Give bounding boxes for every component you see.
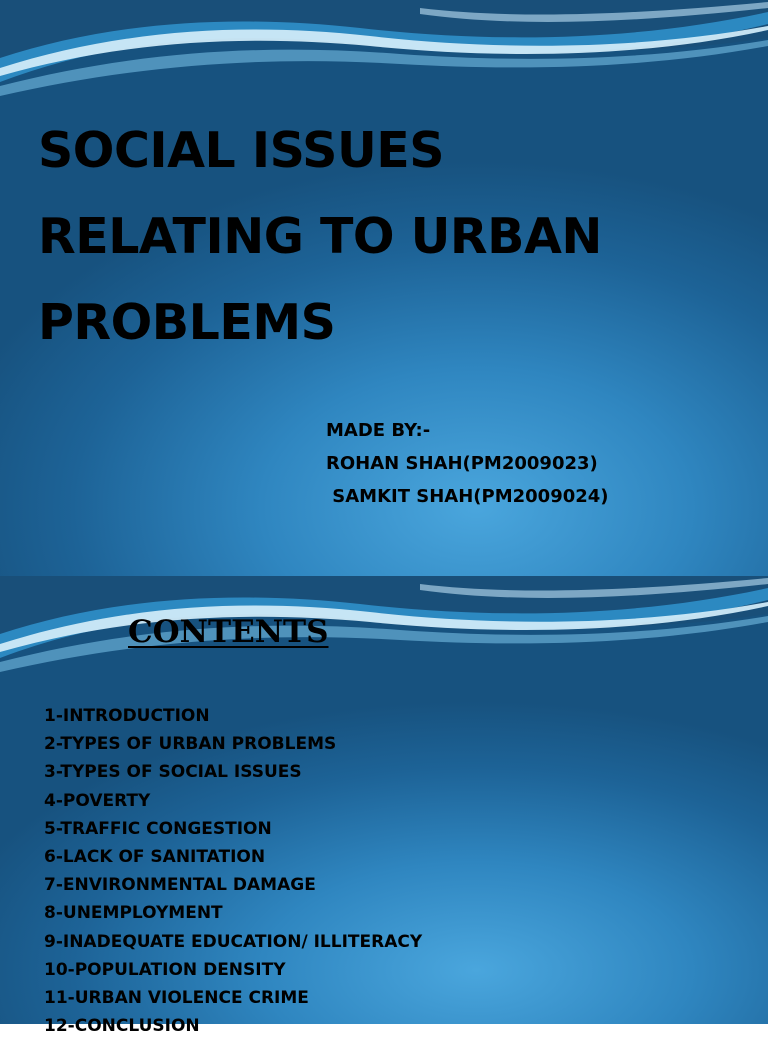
list-item: 4-POVERTY — [44, 790, 151, 811]
list-item: 3-TYPES OF SOCIAL ISSUES — [44, 762, 302, 783]
slide-title — [38, 108, 602, 366]
list-item: 2-TYPES OF URBAN PROBLEMS — [44, 734, 337, 755]
contents-list — [44, 702, 422, 1040]
list-item: 9-INADEQUATE EDUCATION/ ILLITERACY — [44, 931, 423, 952]
list-item: 1-INTRODUCTION — [44, 706, 210, 726]
list-item: 7-ENVIRONMENTAL DAMAGE — [44, 875, 316, 896]
list-item: 12-CONCLUSION — [44, 1016, 200, 1037]
author-1: ROHAN SHAH(PM2009023) — [326, 453, 598, 474]
title-line-1: SOCIAL ISSUES — [38, 122, 445, 179]
credits-block — [326, 414, 609, 513]
title-line-3: PROBLEMS — [38, 294, 336, 351]
list-item: 8-UNEMPLOYMENT — [44, 903, 223, 924]
contents-heading: CONTENTS — [128, 614, 329, 650]
made-by-label: MADE BY:- — [326, 420, 431, 441]
list-item: 6-LACK OF SANITATION — [44, 847, 266, 868]
list-item: 10-POPULATION DENSITY — [44, 959, 286, 980]
list-item: 5-TRAFFIC CONGESTION — [44, 818, 272, 839]
wave-decoration — [0, 576, 768, 686]
contents-slide — [0, 576, 768, 1037]
title-line-2: RELATING TO URBAN — [38, 208, 602, 265]
list-item: 11-URBAN VIOLENCE CRIME — [44, 988, 309, 1009]
wave-decoration — [0, 0, 768, 110]
author-2: SAMKIT SHAH(PM2009024) — [326, 486, 609, 507]
